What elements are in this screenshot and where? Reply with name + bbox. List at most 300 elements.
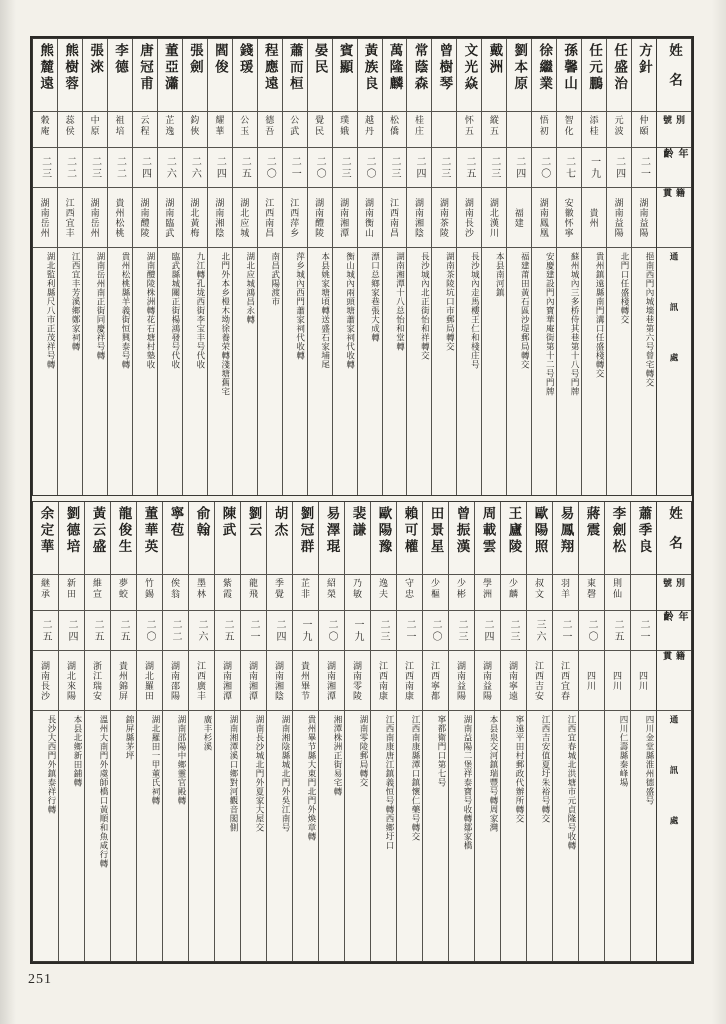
person-origin: 湖南湘陰 (267, 650, 292, 710)
person-column (556, 39, 581, 495)
person-address: 貴州松桃縣羊義街恒興泰号轉 (108, 247, 132, 495)
person-name: 方針 (637, 43, 653, 76)
person-name: 熊樹蓉 (63, 43, 79, 93)
person-origin: 貴州 (582, 187, 606, 247)
person-address (579, 710, 604, 961)
person-name: 胡杰 (272, 506, 288, 539)
person-age: 二六 (189, 610, 214, 650)
person-name: 裴謙 (350, 506, 366, 539)
person-address: 長沙大西門外鎮泰祥行轉 (33, 710, 58, 961)
person-name: 賴可權 (402, 506, 418, 556)
person-address: 寧都衛門口第七号 (423, 710, 448, 961)
person-column (448, 502, 474, 961)
person-age: 二二 (58, 147, 82, 187)
person-name: 易鳳翔 (558, 506, 574, 556)
person-column (257, 39, 282, 495)
person-column (282, 39, 307, 495)
person-age: 二六 (158, 147, 182, 187)
person-address: 南昌武陽渡市 (258, 247, 282, 495)
person-origin: 湖南臨武 (158, 187, 182, 247)
person-alias (432, 111, 456, 147)
person-age: 二三 (333, 147, 357, 187)
person-alias: 守忠 (397, 574, 422, 610)
person-address: 本县姚家塘頃轉送盛石家埔尾 (308, 247, 332, 495)
person-alias: 璞娥 (333, 111, 357, 147)
header-address-label: 通訊處 (657, 247, 691, 495)
person-name: 張淶 (88, 43, 104, 76)
person-alias: 縱五 (482, 111, 506, 147)
person-age: 二〇 (532, 147, 556, 187)
person-name: 寧苞 (168, 506, 184, 539)
person-origin: 湖南醴陵 (133, 187, 157, 247)
person-name: 王廬陵 (506, 506, 522, 556)
person-alias: 乃敏 (345, 574, 370, 610)
person-age: 一九 (293, 610, 318, 650)
person-name: 常蔭森 (412, 43, 428, 93)
person-column (307, 39, 332, 495)
person-address: 貴州鎮遠縣南門溝口任盛棧轉交 (582, 247, 606, 495)
person-name: 徐繼業 (537, 43, 553, 93)
person-column (58, 502, 84, 961)
person-alias: 芷逸 (158, 111, 182, 147)
person-age: 二一 (553, 610, 578, 650)
person-origin: 江西萍乡 (283, 187, 307, 247)
person-address: 北門外本乡榿木坳徐養荣轉淺塘舊宅 (208, 247, 232, 495)
person-address: 萍乡城內西門蕭家祠代收轉 (283, 247, 307, 495)
person-column (82, 39, 107, 495)
person-name: 劉冠群 (298, 506, 314, 556)
person-name: 萬隆麟 (387, 43, 403, 93)
person-alias: 芷非 (293, 574, 318, 610)
person-name: 黃云盛 (90, 506, 106, 556)
person-alias: 季覺 (267, 574, 292, 610)
person-name: 熊麓遠 (38, 43, 54, 93)
person-age: 二〇 (308, 147, 332, 187)
person-age: 二四 (208, 147, 232, 187)
person-name: 董華英 (142, 506, 158, 556)
person-name: 劉云 (246, 506, 262, 539)
person-name: 劉本原 (512, 43, 528, 93)
person-alias: 則仙 (605, 574, 630, 610)
person-origin: 四川 (631, 650, 656, 710)
person-column (57, 39, 82, 495)
person-origin: 江西吉安 (527, 650, 552, 710)
person-column (266, 502, 292, 961)
person-alias: 龍飛 (241, 574, 266, 610)
person-name: 李劍松 (610, 506, 626, 556)
person-alias: 新田 (59, 574, 84, 610)
person-address: 寧遠平田村郵政代辦所轉交 (501, 710, 526, 961)
person-alias: 羽羊 (553, 574, 578, 610)
person-address: 挹南西門內城墻巷第六号曾宅轉交 (632, 247, 656, 495)
person-origin: 湖南鳳凰 (532, 187, 556, 247)
person-alias: 維宣 (85, 574, 110, 610)
person-origin: 江西南康 (371, 650, 396, 710)
person-alias: 祖培 (108, 111, 132, 147)
person-name: 閻俊 (212, 43, 228, 76)
person-alias: 紫霞 (215, 574, 240, 610)
person-alias: 少樞 (423, 574, 448, 610)
person-address: 本县北鄉新田鋪轉 (59, 710, 84, 961)
person-address: 本县南河鎮 (482, 247, 506, 495)
person-age: 二〇 (258, 147, 282, 187)
person-name: 俞翰 (194, 506, 210, 539)
person-origin: 安徽怀寧 (557, 187, 581, 247)
person-address: 湖南益陽二堡祥泰寶号收轉鄒家橋 (449, 710, 474, 961)
header-alias-label: 別號 (657, 111, 691, 147)
person-origin: 湖南湘潭 (241, 650, 266, 710)
person-origin: 江西南康 (397, 650, 422, 710)
person-alias: 継承 (33, 574, 58, 610)
person-address: 江西宜春城北洪塘市元貞隆号收轉 (553, 710, 578, 961)
person-column (578, 502, 604, 961)
header-address-label: 通訊處 (657, 710, 691, 961)
person-column (232, 39, 257, 495)
person-address: 蘇州城內三多桥侍其巷第十八号門牌 (557, 247, 581, 495)
person-origin: 貴州畢节 (293, 650, 318, 710)
person-age: 二五 (215, 610, 240, 650)
person-alias: 公玉 (233, 111, 257, 147)
person-age: 二三 (501, 610, 526, 650)
person-name: 曾樹琴 (437, 43, 453, 93)
person-column (207, 39, 232, 495)
person-column (604, 502, 630, 961)
person-origin: 福建 (507, 187, 531, 247)
person-age: 二四 (475, 610, 500, 650)
person-age: 二四 (133, 147, 157, 187)
header-column-top (656, 39, 691, 495)
person-column (506, 39, 531, 495)
person-address: 江西南康唐江鎮義恒号轉西鄉圩口 (371, 710, 396, 961)
person-column (344, 502, 370, 961)
person-name: 曾振漢 (454, 506, 470, 556)
person-age: 二三 (432, 147, 456, 187)
person-column (631, 39, 656, 495)
person-address: 安慶建設門內寶華庵街第十二号門牌 (532, 247, 556, 495)
person-origin: 湖南邵陽 (163, 650, 188, 710)
header-origin-label: 籍貫 (657, 650, 691, 710)
person-alias: 元波 (607, 111, 631, 147)
person-name: 歐陽豫 (376, 506, 392, 556)
person-age: 二二 (108, 147, 132, 187)
person-address: 錦屏縣茅坪 (111, 710, 136, 961)
person-address: 湖南邵陽中鄉靈官殿轉 (163, 710, 188, 961)
person-origin: 湖南益陽 (632, 187, 656, 247)
person-column (110, 502, 136, 961)
person-age: 二一 (631, 610, 656, 650)
person-address: 湘潭株洲正街易宅轉 (319, 710, 344, 961)
person-alias: 添桂 (582, 111, 606, 147)
person-origin: 湖北來陽 (59, 650, 84, 710)
person-column (581, 39, 606, 495)
person-address: 長沙城內走馬樓王仁和棧庄号 (457, 247, 481, 495)
person-origin: 湖南茶陵 (432, 187, 456, 247)
person-name: 任元鵬 (587, 43, 603, 93)
person-alias: 墨林 (189, 574, 214, 610)
person-age: 二一 (283, 147, 307, 187)
person-age: 二一 (241, 610, 266, 650)
person-origin: 江西南昌 (383, 187, 407, 247)
person-alias: 公武 (283, 111, 307, 147)
person-name: 歐陽照 (532, 506, 548, 556)
person-alias: 中原 (83, 111, 107, 147)
person-alias (507, 111, 531, 147)
person-column (162, 502, 188, 961)
person-age: 二四 (607, 147, 631, 187)
person-alias: 桂庄 (407, 111, 431, 147)
person-alias: 越丹 (358, 111, 382, 147)
roster-table-bottom (32, 501, 692, 962)
person-address: 湖南茶陵坑口市郵局轉交 (432, 247, 456, 495)
person-alias: 德吾 (258, 111, 282, 147)
person-origin: 湖南湘潭 (215, 650, 240, 710)
person-origin: 浙江瑞安 (85, 650, 110, 710)
person-address: 湖南零陵郵局轉交 (345, 710, 370, 961)
person-age: 二四 (407, 147, 431, 187)
person-column (526, 502, 552, 961)
person-column (481, 39, 506, 495)
person-origin: 湖南湘陰 (208, 187, 232, 247)
person-column (357, 39, 382, 495)
person-name: 田景星 (428, 506, 444, 556)
person-address: 湖北应城鴻昌永轉 (233, 247, 257, 495)
person-age: 二五 (233, 147, 257, 187)
person-origin: 江西宜春 (553, 650, 578, 710)
person-age: 二五 (457, 147, 481, 187)
person-name: 張劍 (187, 43, 203, 76)
header-name-label: 姓名 (667, 506, 682, 565)
person-name: 蕭而桓 (287, 43, 303, 93)
person-alias: 竹錫 (137, 574, 162, 610)
page-frame (30, 36, 694, 964)
person-origin: 貴州松桃 (108, 187, 132, 247)
person-address: 湖南湘潭十八总怡和堂轉 (383, 247, 407, 495)
person-age: 二五 (111, 610, 136, 650)
person-origin: 湖南零陵 (345, 650, 370, 710)
person-name: 龍俊生 (116, 506, 132, 556)
person-alias: 怀五 (457, 111, 481, 147)
person-name: 蕭季良 (636, 506, 652, 556)
person-age: 二三 (33, 147, 57, 187)
person-age: 二六 (183, 147, 207, 187)
person-name: 文光焱 (462, 43, 478, 93)
person-origin: 四川 (605, 650, 630, 710)
person-alias: 少彬 (449, 574, 474, 610)
person-origin: 湖南長沙 (33, 650, 58, 710)
person-column (552, 502, 578, 961)
person-age: 二四 (59, 610, 84, 650)
person-age: 二三 (371, 610, 396, 650)
person-address: 本县泉交河鎮瑞豐号轉周家灣 (475, 710, 500, 961)
person-address: 江西南康縣潭口鎮懷仁藥号轉交 (397, 710, 422, 961)
person-address: 貴州畢节縣大東門北門外煥章轉 (293, 710, 318, 961)
person-alias: 仲頤 (632, 111, 656, 147)
person-age: 二〇 (423, 610, 448, 650)
person-address: 湖南湘陰縣城北門外吳江南号 (267, 710, 292, 961)
person-age: 二三 (482, 147, 506, 187)
person-alias: 耀華 (208, 111, 232, 147)
person-name: 黃族良 (362, 43, 378, 93)
person-address: 九江轉孔垅西街李宝丰号代收 (183, 247, 207, 495)
person-origin: 湖南岳州 (33, 187, 57, 247)
person-age: 二〇 (319, 610, 344, 650)
person-age: 二五 (605, 610, 630, 650)
person-alias (631, 574, 656, 610)
person-age: 二三 (383, 147, 407, 187)
person-alias: 鈞俠 (183, 111, 207, 147)
person-address: 四川仁壽縣秦峰場 (605, 710, 630, 961)
person-address: 溫州大南門外虞師橋口黃順和魚咸行轉 (85, 710, 110, 961)
person-column (318, 502, 344, 961)
person-address: 廣丰杉溪 (189, 710, 214, 961)
person-age: 二五 (33, 610, 58, 650)
person-name: 唐冠甫 (137, 43, 153, 93)
person-name: 孫馨山 (562, 43, 578, 93)
person-age: 二三 (83, 147, 107, 187)
person-origin: 湖南益陽 (449, 650, 474, 710)
person-address: 湖南湘潭溪口鄉對河觀音閣側 (215, 710, 240, 961)
person-column (500, 502, 526, 961)
person-age: 一九 (345, 610, 370, 650)
person-alias: 穀庵 (33, 111, 57, 147)
person-column (396, 502, 422, 961)
person-alias: 紹榮 (319, 574, 344, 610)
person-address: 湖南醴陵株洲轉花石塘村塾收 (133, 247, 157, 495)
person-name: 賓顯 (337, 43, 353, 76)
header-age-label: 年齡 (657, 147, 691, 187)
person-column (531, 39, 556, 495)
person-origin: 湖南醴陵 (308, 187, 332, 247)
person-name: 戴洲 (487, 43, 503, 76)
person-address: 江西吉安值夏圩朱裕号轉交 (527, 710, 552, 961)
person-origin: 湖北应城 (233, 187, 257, 247)
person-name: 易澤琨 (324, 506, 340, 556)
person-alias: 松僑 (383, 111, 407, 147)
person-address: 江西宜丰芳溪鄉鄭家祠轉 (58, 247, 82, 495)
person-age: 二〇 (358, 147, 382, 187)
person-address: 衡山城內兩頭塘蕭家祠代收轉 (333, 247, 357, 495)
person-age: 二〇 (579, 610, 604, 650)
person-origin: 湖南衡山 (358, 187, 382, 247)
person-name: 錢瑗 (237, 43, 253, 76)
person-name: 程應遠 (262, 43, 278, 93)
person-column (474, 502, 500, 961)
person-column (332, 39, 357, 495)
person-origin: 江西宜丰 (58, 187, 82, 247)
person-origin: 貴州錦屏 (111, 650, 136, 710)
person-age: 二三 (449, 610, 474, 650)
person-column (33, 39, 57, 495)
person-column (188, 502, 214, 961)
person-column (630, 502, 656, 961)
person-alias: 俟翁 (163, 574, 188, 610)
person-origin: 湖南寧遠 (501, 650, 526, 710)
person-column (382, 39, 407, 495)
person-address: 湖北監利縣尺八市正茂祥号轉 (33, 247, 57, 495)
person-name: 劉德培 (64, 506, 80, 556)
person-age: 二五 (85, 610, 110, 650)
person-origin: 湖南岳州 (83, 187, 107, 247)
person-name: 余定華 (38, 506, 54, 556)
person-name: 董亞瀟 (162, 43, 178, 93)
person-address: 福建莆田黃石區沙堤郵局轉交 (507, 247, 531, 495)
person-age: 一九 (582, 147, 606, 187)
person-age: 二四 (267, 610, 292, 650)
person-column (370, 502, 396, 961)
person-column (431, 39, 456, 495)
person-column (406, 39, 431, 495)
person-age: 二二 (163, 610, 188, 650)
person-alias: 云程 (133, 111, 157, 147)
person-address: 長沙城內北正街怡和祥轉交 (407, 247, 431, 495)
person-age: 二四 (507, 147, 531, 187)
person-origin: 四川 (579, 650, 604, 710)
person-column (132, 39, 157, 495)
header-alias-label: 別號 (657, 574, 691, 610)
person-column (214, 502, 240, 961)
person-origin: 湖南湘潭 (333, 187, 357, 247)
person-origin: 江西南昌 (258, 187, 282, 247)
header-age-label: 年齡 (657, 610, 691, 650)
person-column (240, 502, 266, 961)
person-origin: 湖南長沙 (457, 187, 481, 247)
person-address: 湖南長沙城北門外夏家大屋交 (241, 710, 266, 961)
header-name-label: 姓名 (667, 43, 682, 102)
person-age: 二一 (397, 610, 422, 650)
person-alias: 叔文 (527, 574, 552, 610)
person-name: 周載雲 (480, 506, 496, 556)
person-alias: 逸夫 (371, 574, 396, 610)
person-origin: 江西廣丰 (189, 650, 214, 710)
person-origin: 湖南湘潭 (319, 650, 344, 710)
person-alias: 智化 (557, 111, 581, 147)
person-address: 四川金堂縣淮州德盛号 (631, 710, 656, 961)
person-origin: 湖南益陽 (475, 650, 500, 710)
person-origin: 江西寧都 (423, 650, 448, 710)
person-name: 任盛治 (612, 43, 628, 93)
person-alias: 悟初 (532, 111, 556, 147)
person-name: 晏民 (312, 43, 328, 76)
person-alias: 夢蛟 (111, 574, 136, 610)
person-address: 臨武縣城關正街楊鴻發号代收 (158, 247, 182, 495)
person-name: 李德 (113, 43, 129, 76)
person-column (606, 39, 631, 495)
person-address: 北門口任盛棧轉交 (607, 247, 631, 495)
person-column (422, 502, 448, 961)
person-alias: 少麟 (501, 574, 526, 610)
person-origin: 湖南益陽 (607, 187, 631, 247)
person-address: 湖北羅田一甲董氏祠轉 (137, 710, 162, 961)
person-alias: 東磬 (579, 574, 604, 610)
person-column (292, 502, 318, 961)
person-column (456, 39, 481, 495)
person-origin: 湖北漢川 (482, 187, 506, 247)
person-column (33, 502, 58, 961)
person-address: 湖南岳州南正街同慶祥号轉 (83, 247, 107, 495)
header-column-bottom (656, 502, 691, 961)
header-origin-label: 籍貫 (657, 187, 691, 247)
person-age: 二〇 (137, 610, 162, 650)
person-age: 三六 (527, 610, 552, 650)
person-age: 二一 (632, 147, 656, 187)
person-origin: 湖南湘陰 (407, 187, 431, 247)
person-column (84, 502, 110, 961)
person-column (107, 39, 132, 495)
person-alias: 學洲 (475, 574, 500, 610)
person-alias: 蕊侯 (58, 111, 82, 147)
person-name: 陳武 (220, 506, 236, 539)
person-column (182, 39, 207, 495)
